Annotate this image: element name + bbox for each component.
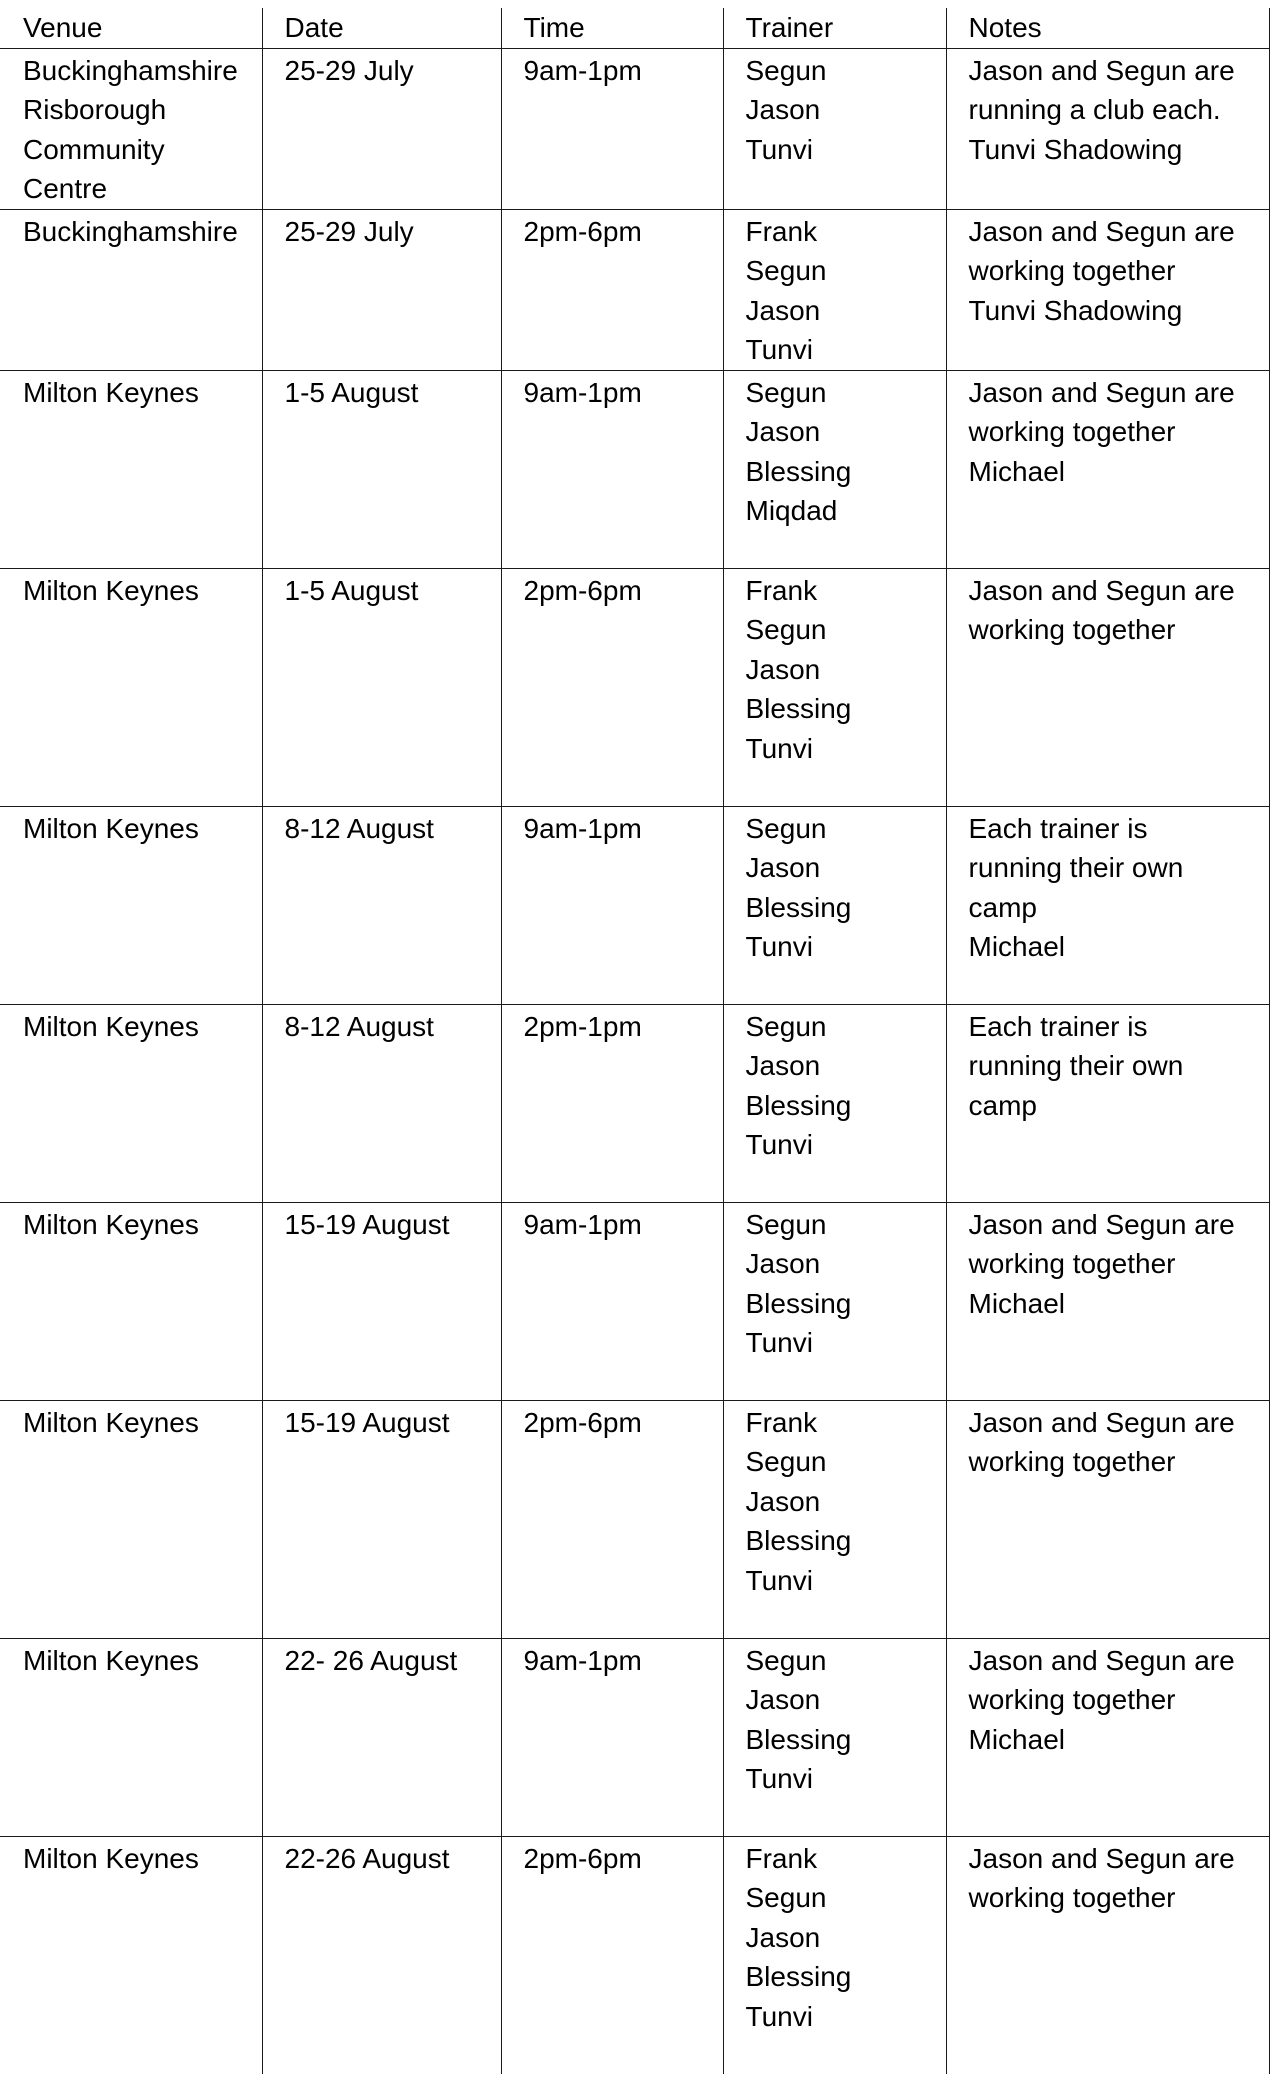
- cell-notes: Jason and Segun are working together: [946, 568, 1269, 806]
- cell-venue: Buckinghamshire: [0, 209, 262, 370]
- cell-venue: Milton Keynes: [0, 1400, 262, 1638]
- table-row: [0, 1836, 1269, 2074]
- table-row: [0, 48, 1269, 209]
- cell-time: 2pm-6pm: [501, 568, 723, 806]
- cell-notes: Jason and Segun are working together: [946, 1836, 1269, 2074]
- cell-time: 9am-1pm: [501, 1638, 723, 1836]
- cell-venue: Milton Keynes: [0, 1004, 262, 1202]
- cell-date: 22-26 August: [262, 1836, 501, 2074]
- cell-venue: Milton Keynes: [0, 806, 262, 1004]
- cell-time: 2pm-1pm: [501, 1004, 723, 1202]
- cell-date: 8-12 August: [262, 1004, 501, 1202]
- cell-date: 15-19 August: [262, 1400, 501, 1638]
- cell-trainer: Segun Jason Blessing Tunvi: [723, 1202, 946, 1400]
- cell-time: 9am-1pm: [501, 370, 723, 568]
- cell-time: 9am-1pm: [501, 48, 723, 209]
- cell-date: 25-29 July: [262, 48, 501, 209]
- cell-trainer: Frank Segun Jason Blessing Tunvi: [723, 1400, 946, 1638]
- table-row: [0, 1400, 1269, 1638]
- table-row: [0, 1638, 1269, 1836]
- header-time: Time: [501, 8, 723, 48]
- cell-trainer: Frank Segun Jason Blessing Tunvi: [723, 568, 946, 806]
- cell-notes: Each trainer is running their own camp: [946, 1004, 1269, 1202]
- cell-date: 8-12 August: [262, 806, 501, 1004]
- cell-trainer: Segun Jason Blessing Miqdad: [723, 370, 946, 568]
- cell-date: 15-19 August: [262, 1202, 501, 1400]
- cell-notes: Jason and Segun are working together Tunvi Shadowing: [946, 209, 1269, 370]
- header-venue: Venue: [0, 8, 262, 48]
- table-row: [0, 568, 1269, 806]
- cell-venue: Milton Keynes: [0, 370, 262, 568]
- schedule-table: [0, 8, 1270, 2074]
- cell-time: 2pm-6pm: [501, 209, 723, 370]
- cell-notes: Jason and Segun are running a club each. Tunvi Shadowing: [946, 48, 1269, 209]
- cell-trainer: Frank Segun Jason Blessing Tunvi: [723, 1836, 946, 2074]
- table-row: [0, 1202, 1269, 1400]
- cell-time: 9am-1pm: [501, 1202, 723, 1400]
- table-row: [0, 806, 1269, 1004]
- header-trainer: Trainer: [723, 8, 946, 48]
- header-notes: Notes: [946, 8, 1269, 48]
- table-row: [0, 1004, 1269, 1202]
- cell-venue: Milton Keynes: [0, 1202, 262, 1400]
- table-row: [0, 370, 1269, 568]
- cell-venue: Milton Keynes: [0, 1638, 262, 1836]
- cell-time: 9am-1pm: [501, 806, 723, 1004]
- cell-date: 1-5 August: [262, 370, 501, 568]
- cell-time: 2pm-6pm: [501, 1836, 723, 2074]
- table-header-row: [0, 8, 1269, 48]
- cell-time: 2pm-6pm: [501, 1400, 723, 1638]
- cell-notes: Jason and Segun are working together Michael: [946, 1202, 1269, 1400]
- cell-venue: Milton Keynes: [0, 1836, 262, 2074]
- cell-trainer: Frank Segun Jason Tunvi: [723, 209, 946, 370]
- cell-venue: Buckinghamshire Risborough Community Centre: [0, 48, 262, 209]
- cell-trainer: Segun Jason Blessing Tunvi: [723, 806, 946, 1004]
- cell-trainer: Segun Jason Blessing Tunvi: [723, 1638, 946, 1836]
- table-row: [0, 209, 1269, 370]
- cell-notes: Jason and Segun are working together Michael: [946, 1638, 1269, 1836]
- header-date: Date: [262, 8, 501, 48]
- cell-date: 22- 26 August: [262, 1638, 501, 1836]
- cell-date: 25-29 July: [262, 209, 501, 370]
- cell-notes: Jason and Segun are working together: [946, 1400, 1269, 1638]
- cell-notes: Each trainer is running their own camp Michael: [946, 806, 1269, 1004]
- cell-trainer: Segun Jason Blessing Tunvi: [723, 1004, 946, 1202]
- cell-trainer: Segun Jason Tunvi: [723, 48, 946, 209]
- cell-venue: Milton Keynes: [0, 568, 262, 806]
- cell-notes: Jason and Segun are working together Michael: [946, 370, 1269, 568]
- cell-date: 1-5 August: [262, 568, 501, 806]
